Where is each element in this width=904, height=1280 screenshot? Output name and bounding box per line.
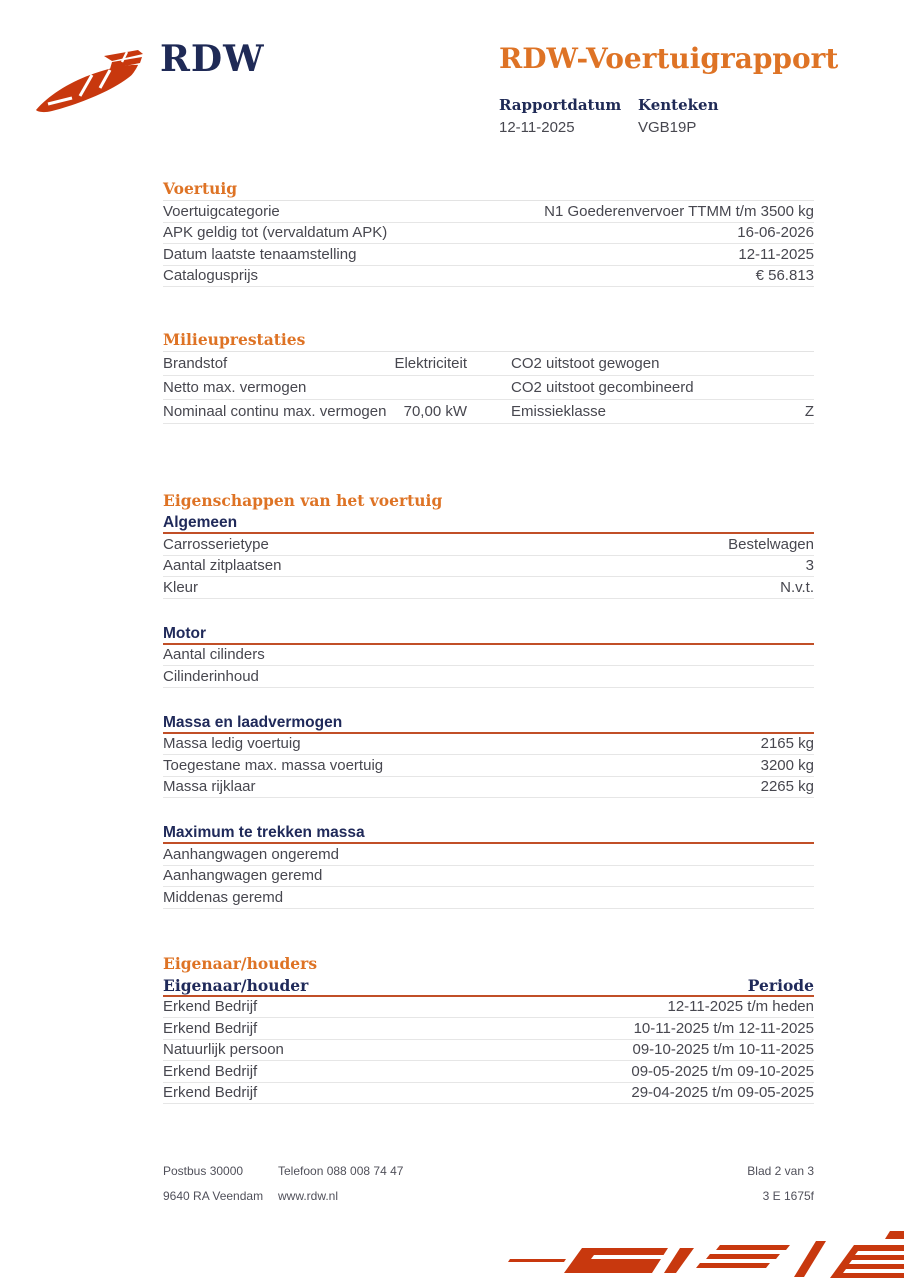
row-label: Massa rijklaar: [163, 778, 256, 796]
table-row: [163, 376, 814, 400]
footer-postbus: Postbus 30000: [163, 1164, 244, 1178]
row-label: CO2 uitstoot gecombineerd: [511, 379, 694, 396]
page-title: RDW-Voertuigrapport: [499, 42, 839, 75]
rdw-wing-decoration-icon: [498, 1231, 904, 1280]
subsection-title: Maximum te trekken massa: [163, 824, 365, 841]
row-label: Middenas geremd: [163, 888, 284, 906]
owner-cell: Erkend Bedrijf: [163, 1062, 258, 1080]
row-label: Aanhangwagen geremd: [163, 867, 323, 885]
row-value: Elektriciteit: [394, 355, 467, 372]
table-row: [163, 666, 814, 688]
row-label: Emissieklasse: [511, 403, 607, 420]
license-plate-value: VGB19P: [638, 119, 697, 136]
table-row: [163, 1061, 814, 1083]
table-row: [163, 352, 814, 376]
license-plate-label: Kenteken: [638, 96, 719, 114]
period-cell: 09-10-2025 t/m 10-11-2025: [632, 1041, 814, 1059]
section-title: Eigenschappen van het voertuig: [163, 491, 443, 510]
subsection-title: Massa en laadvermogen: [163, 713, 343, 731]
row-label: Brandstof: [163, 355, 228, 372]
footer-doc-code: 3 E 1675f: [762, 1189, 814, 1203]
period-cell: 12-11-2025 t/m heden: [667, 998, 814, 1016]
subsection-massa: [163, 714, 814, 799]
table-row: [163, 244, 814, 266]
column-header-owner: Eigenaar/houder: [163, 975, 309, 995]
rdw-logotype: RDW: [160, 38, 265, 80]
report-body: [163, 0, 814, 1104]
footer-website: www.rdw.nl: [278, 1189, 339, 1203]
table-row: [163, 577, 814, 599]
owner-cell: Erkend Bedrijf: [163, 1084, 258, 1102]
table-row: [163, 887, 814, 909]
table-row: [163, 755, 814, 777]
subsection-maximum-trekken: [163, 824, 814, 909]
table-row: [163, 400, 814, 424]
owners-table-header: [163, 977, 814, 995]
section-milieuprestaties: [163, 331, 814, 424]
rdw-feather-logo-icon: [34, 48, 154, 120]
row-value: Z: [804, 403, 814, 420]
table-row: [163, 1040, 814, 1062]
table-row: [163, 266, 814, 288]
period-cell: 09-05-2025 t/m 09-10-2025: [631, 1062, 814, 1080]
row-label: Nominaal continu max. vermogen: [163, 403, 387, 420]
table-row: [163, 223, 814, 245]
table-row: [163, 844, 814, 866]
section-title: Eigenaar/houders: [163, 953, 318, 973]
row-label: Datum laatste tenaamstelling: [163, 245, 357, 263]
table-row: [163, 997, 814, 1019]
section-title: Milieuprestaties: [163, 330, 306, 349]
subsection-algemeen: [163, 514, 814, 599]
row-value: N.v.t.: [780, 578, 814, 596]
row-label: Aantal zitplaatsen: [163, 557, 282, 575]
row-label: Cilinderinhoud: [163, 667, 259, 685]
subsection-motor: [163, 625, 814, 688]
row-label: CO2 uitstoot gewogen: [511, 355, 660, 372]
row-value: Bestelwagen: [728, 535, 814, 553]
table-row: [163, 734, 814, 756]
table-row: [163, 1018, 814, 1040]
period-cell: 10-11-2025 t/m 12-11-2025: [633, 1019, 814, 1037]
row-value: € 56.813: [755, 267, 814, 285]
row-label: Aantal cilinders: [163, 646, 265, 664]
column-header-period: Periode: [747, 975, 814, 995]
page-footer: [163, 1164, 814, 1214]
row-label: APK geldig tot (vervaldatum APK): [163, 224, 388, 242]
table-row: [163, 866, 814, 888]
section-voertuig: [163, 180, 814, 287]
row-value: 2265 kg: [760, 778, 814, 796]
row-label: Voertuigcategorie: [163, 202, 280, 220]
section-eigenschappen: [163, 492, 814, 909]
report-date-value: 12-11-2025: [499, 119, 575, 136]
table-row: [163, 645, 814, 667]
report-date-label: Rapportdatum: [499, 96, 622, 114]
table-row: [163, 556, 814, 578]
row-label: Carrosserietype: [163, 535, 269, 553]
table-row: [163, 777, 814, 799]
owner-cell: Natuurlijk persoon: [163, 1041, 284, 1059]
row-value: 3200 kg: [760, 756, 814, 774]
table-row: [163, 1083, 814, 1105]
subsection-title: Motor: [163, 624, 207, 642]
row-value: 70,00 kW: [403, 403, 467, 420]
table-row: [163, 201, 814, 223]
row-value: 12-11-2025: [738, 245, 814, 263]
footer-page-indicator: Blad 2 van 3: [747, 1164, 814, 1178]
owner-cell: Erkend Bedrijf: [163, 1019, 258, 1037]
footer-phone: Telefoon 088 008 74 47: [278, 1164, 404, 1178]
row-label: Catalogusprijs: [163, 267, 259, 285]
row-value: N1 Goederenvervoer TTMM t/m 3500 kg: [544, 202, 814, 220]
subsection-title: Algemeen: [163, 514, 238, 531]
row-value: 2165 kg: [760, 735, 814, 753]
section-title: Voertuig: [163, 179, 238, 198]
footer-city: 9640 RA Veendam: [163, 1189, 264, 1203]
table-row: [163, 534, 814, 556]
row-value: 3: [805, 557, 814, 575]
row-label: Netto max. vermogen: [163, 379, 307, 396]
row-label: Toegestane max. massa voertuig: [163, 756, 384, 774]
row-label: Kleur: [163, 578, 199, 596]
section-eigenaar-houders: [163, 955, 814, 1105]
row-label: Aanhangwagen ongeremd: [163, 845, 339, 863]
row-value: 16-06-2026: [737, 224, 814, 242]
row-label: Massa ledig voertuig: [163, 735, 301, 753]
owner-cell: Erkend Bedrijf: [163, 998, 258, 1016]
period-cell: 29-04-2025 t/m 09-05-2025: [631, 1084, 814, 1102]
